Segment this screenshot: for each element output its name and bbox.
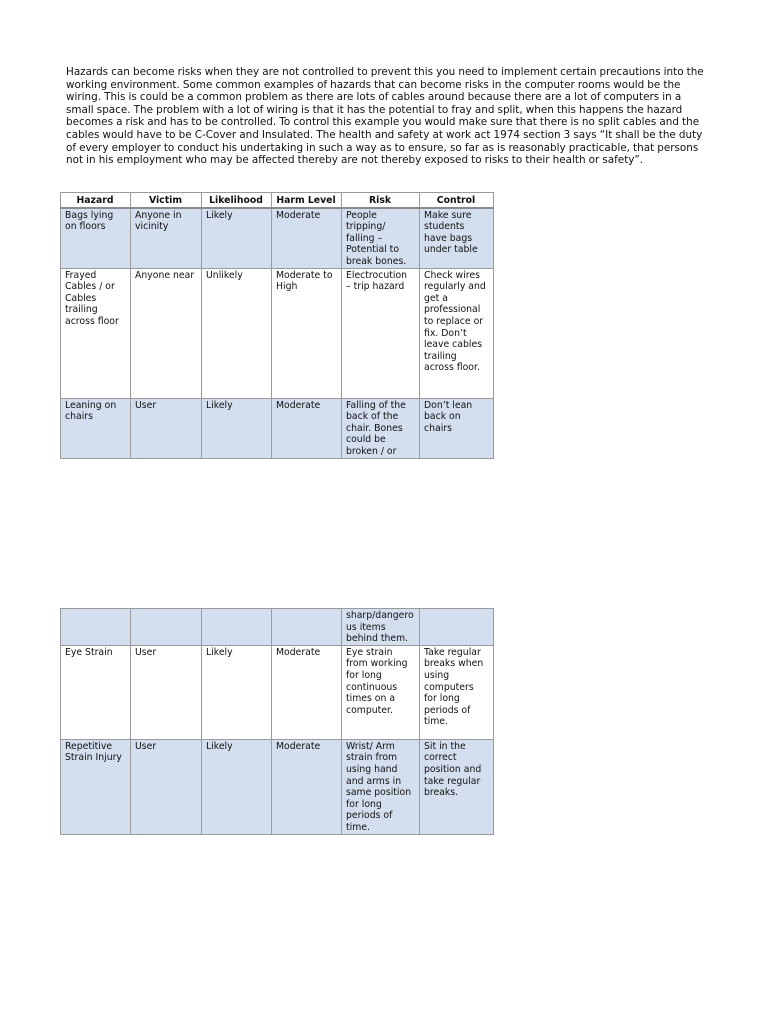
- table-row: [61, 739, 494, 834]
- header-hazard: Hazard: [61, 193, 131, 208]
- table-row: [61, 208, 494, 268]
- cell-likelihood: Likely: [202, 645, 272, 739]
- hazard-table-page-1: [60, 192, 494, 459]
- cell-risk: sharp/dangerous items behind them.: [342, 609, 420, 646]
- header-victim: Victim: [131, 193, 202, 208]
- header-likelihood: Likelihood: [202, 193, 272, 208]
- cell-control: Don’t lean back on chairs: [420, 398, 494, 458]
- cell-victim: Anyone near: [131, 268, 202, 398]
- table-row: [61, 268, 494, 398]
- cell-control: Check wires regularly and get a professional to replace or fix. Don’t leave cables trailing across floor.: [420, 268, 494, 398]
- table-row: [61, 645, 494, 739]
- cell-control: Make sure students have bags under table: [420, 208, 494, 268]
- cell-hazard: [61, 609, 131, 646]
- cell-harm-level: Moderate: [272, 398, 342, 458]
- cell-hazard: Leaning on chairs: [61, 398, 131, 458]
- cell-likelihood: [202, 609, 272, 646]
- table-header-row: [61, 193, 494, 208]
- cell-risk: Eye strain from working for long continuous times on a computer.: [342, 645, 420, 739]
- cell-harm-level: Moderate: [272, 739, 342, 834]
- cell-harm-level: Moderate: [272, 645, 342, 739]
- table-row: [61, 398, 494, 458]
- cell-harm-level: Moderate to High: [272, 268, 342, 398]
- table-row: [61, 609, 494, 646]
- cell-control: Sit in the correct position and take regular breaks.: [420, 739, 494, 834]
- cell-hazard: Bags lying on floors: [61, 208, 131, 268]
- cell-victim: User: [131, 398, 202, 458]
- cell-control: [420, 609, 494, 646]
- header-harm-level: Harm Level: [272, 193, 342, 208]
- intro-paragraph: Hazards can become risks when they are not controlled to prevent this you need to implement certain precautions into the working environment. Some common examples of hazards that can become risks in the computer rooms would be the wiring. This is could be a common problem as there are lots of cables around because there are a lot of computers in a small space. The problem with a lot of wiring is that it has the potential to fray and split, when this happens the hazard becomes a risk and has to be controlled. To control this example you would make sure that there is no split cables and the cables would have to be C-Cover and Insulated. The health and safety at work act 1974 section 3 says “It shall be the duty of every employer to conduct his undertaking in such a way as to ensure, so far as is reasonably practicable, that persons not in his employment who may be affected thereby are not thereby exposed to risks to their health or safety”.: [66, 66, 704, 167]
- header-control: Control: [420, 193, 494, 208]
- header-risk: Risk: [342, 193, 420, 208]
- cell-victim: Anyone in vicinity: [131, 208, 202, 268]
- cell-risk: People tripping/ falling – Potential to break bones.: [342, 208, 420, 268]
- hazard-table-page-2: [60, 608, 494, 835]
- cell-victim: User: [131, 739, 202, 834]
- cell-harm-level: [272, 609, 342, 646]
- cell-victim: [131, 609, 202, 646]
- cell-likelihood: Likely: [202, 398, 272, 458]
- cell-risk: Electrocution – trip hazard: [342, 268, 420, 398]
- cell-harm-level: Moderate: [272, 208, 342, 268]
- cell-likelihood: Unlikely: [202, 268, 272, 398]
- cell-risk: Falling of the back of the chair. Bones could be broken / or: [342, 398, 420, 458]
- cell-victim: User: [131, 645, 202, 739]
- cell-control: Take regular breaks when using computers for long periods of time.: [420, 645, 494, 739]
- cell-likelihood: Likely: [202, 208, 272, 268]
- cell-risk: Wrist/ Arm strain from using hand and arms in same position for long periods of time.: [342, 739, 420, 834]
- cell-hazard: Frayed Cables / or Cables trailing across floor: [61, 268, 131, 398]
- cell-likelihood: Likely: [202, 739, 272, 834]
- cell-hazard: Repetitive Strain Injury: [61, 739, 131, 834]
- cell-hazard: Eye Strain: [61, 645, 131, 739]
